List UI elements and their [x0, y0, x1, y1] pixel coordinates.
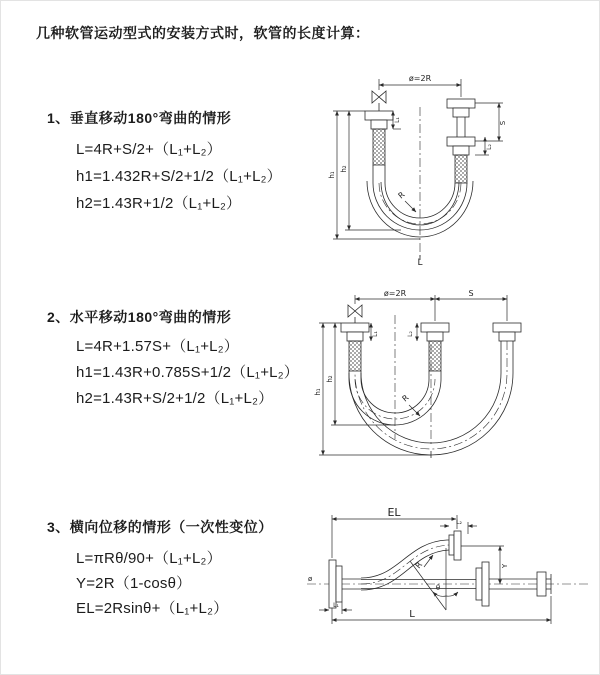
dim-label-l1: L₁	[372, 331, 379, 337]
braid-section	[349, 341, 361, 371]
braid-section	[455, 155, 467, 183]
section-1-formula-L: L=4R+S/2+（L₁+L₂）	[76, 141, 222, 158]
dim-label-l1: L₁	[394, 117, 401, 123]
dim-label-phi: ø	[308, 575, 313, 583]
valve-icon	[348, 305, 362, 323]
dimension-diameter	[355, 295, 507, 321]
right-pipe-assembly	[447, 99, 475, 183]
braid-section	[429, 341, 441, 371]
section-3-formula-EL: EL=2Rsinθ+（L₁+L₂）	[76, 600, 229, 617]
section-2-formula-L: L=4R+1.57S+（L₁+L₂）	[76, 338, 239, 355]
dim-label-l2: L₂	[486, 144, 493, 150]
left-pipe-assembly	[365, 111, 393, 183]
dim-label-l2: L₂	[407, 331, 414, 337]
upper-flange-assembly	[449, 531, 461, 560]
dim-label-theta: θ	[435, 584, 441, 592]
dim-label-h1: h₁	[328, 171, 336, 179]
section-2-formula-h2: h2=1.43R+S/2+1/2（L₁+L₂）	[76, 390, 274, 407]
dim-label-l2: L₂	[456, 519, 462, 526]
section-2-formula-h1: h1=1.43R+0.785S+1/2（L₁+L₂）	[76, 364, 299, 381]
diagram-lateral-displacement	[299, 504, 599, 654]
middle-pipe-assembly	[421, 323, 449, 379]
dimension-h1	[319, 323, 431, 455]
dim-label-el: EL	[387, 506, 401, 519]
dim-label-h2: h₂	[340, 165, 348, 173]
radius-leader	[405, 201, 416, 212]
section-1-formula-h1: h1=1.432R+S/2+1/2（L₁+L₂）	[76, 168, 282, 185]
dim-label-l: L	[409, 609, 415, 620]
dim-label-y: Y	[501, 563, 509, 569]
valve-icon	[372, 91, 386, 111]
dim-label-s: S	[468, 289, 474, 298]
dim-label-l: L	[417, 258, 423, 266]
dim-label-l1: L₁	[333, 602, 339, 609]
left-pipe-assembly	[341, 323, 369, 379]
diagram-horizontal-180-bend	[309, 287, 599, 462]
page-title: 几种软管运动型式的安装方式时，软管的长度计算：	[36, 25, 370, 41]
dim-label-h1: h₁	[314, 388, 322, 396]
section-3-formula-L: L=πRθ/90+（L₁+L₂）	[76, 550, 222, 567]
dim-label-r: R	[413, 560, 425, 571]
dim-label-h2: h₂	[326, 375, 334, 383]
hose-displaced-position	[361, 540, 449, 590]
section-3-heading: 3、横向位移的情形（一次性变位）	[47, 519, 273, 535]
shifted-pipe-assembly	[493, 323, 521, 341]
diagram-vertical-180-bend	[321, 71, 596, 266]
section-3-formula-Y: Y=2R（1-cosθ）	[76, 575, 192, 592]
dim-label-r: R	[400, 393, 411, 404]
angle-theta	[410, 548, 458, 610]
section-2-heading: 2、水平移动180°弯曲的情形	[47, 309, 232, 325]
dim-label-s: S	[499, 120, 507, 126]
section-1-heading: 1、垂直移动180°弯曲的情形	[47, 110, 232, 126]
dim-label-diameter: ø=2R	[408, 74, 432, 83]
dimension-l	[332, 596, 551, 624]
section-1-formula-h2: h2=1.43R+1/2（L₁+L₂）	[76, 195, 242, 212]
dim-label-diameter: ø=2R	[383, 289, 407, 298]
braid-section	[373, 129, 385, 165]
dim-label-r: R	[396, 190, 407, 201]
